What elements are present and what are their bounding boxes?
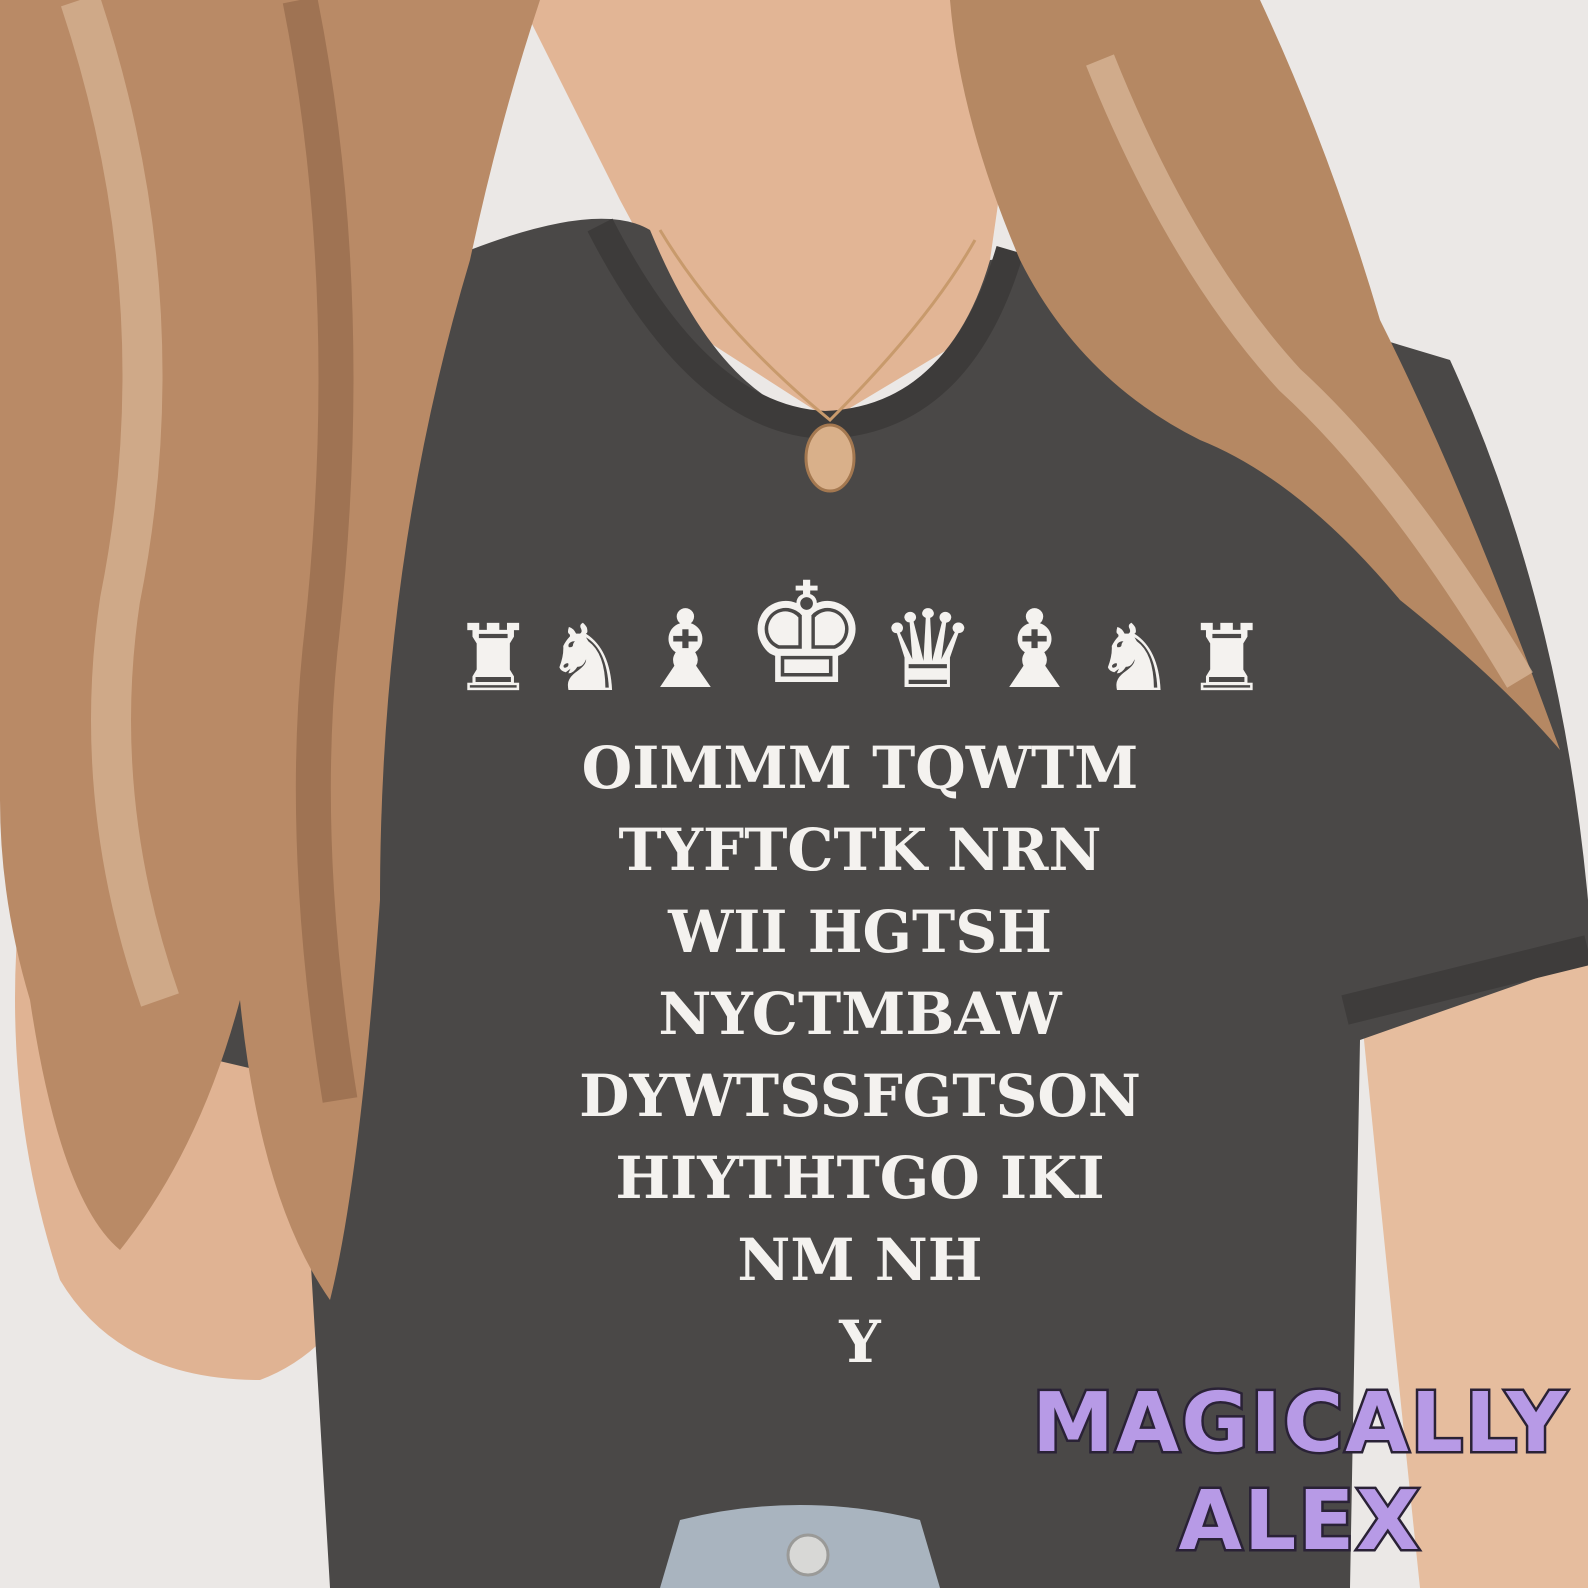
queen-icon: ♛: [879, 588, 977, 713]
shirt-print: [452, 553, 1268, 1383]
cipher-line-6: HIYTHTGO IKI: [615, 1144, 1105, 1212]
knight-icon: ♞: [544, 605, 627, 712]
bishop-icon: ♝: [986, 588, 1083, 713]
brand-line-2: ALEX: [1178, 1474, 1422, 1569]
bishop-icon: ♝: [637, 588, 734, 713]
cipher-line-3: WII HGTSH: [668, 898, 1052, 966]
brand-watermark: [1030, 1375, 1570, 1571]
king-icon: ♚: [743, 553, 870, 716]
chess-pieces-row: [452, 553, 1268, 716]
jeans-button: [788, 1535, 828, 1575]
cipher-line-1: OIMMM TQWTM: [581, 734, 1139, 802]
necklace-pendant: [806, 425, 854, 491]
cipher-line-2: TYFTCTK NRN: [618, 816, 1102, 884]
cipher-line-4: NYCTMBAW: [658, 980, 1062, 1048]
rook-icon: ♜: [452, 605, 535, 712]
knight-icon: ♞: [1093, 605, 1176, 712]
rook-icon: ♜: [1185, 605, 1268, 712]
brand-line-1: MAGICALLY: [1032, 1376, 1568, 1471]
cipher-line-5: DYWTSSFGTSON: [579, 1062, 1141, 1130]
cipher-line-8: Y: [839, 1308, 881, 1376]
cipher-line-7: NM NH: [737, 1226, 983, 1294]
